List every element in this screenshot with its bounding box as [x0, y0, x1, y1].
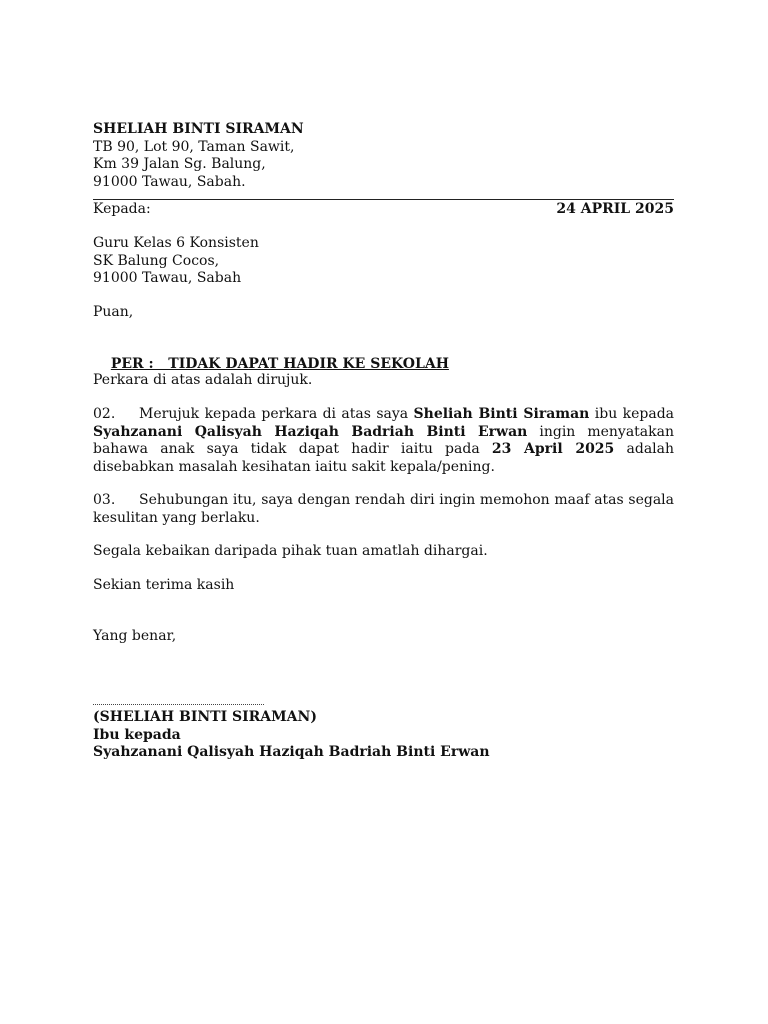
letter-date: 24 APRIL 2025: [556, 201, 674, 217]
header-divider: [93, 199, 674, 200]
recipient-line: 91000 Tawau, Sabah: [93, 270, 242, 286]
closing-thanks: Sekian terima kasih: [93, 577, 235, 593]
paragraph-text: Merujuk kepada perkara di atas saya: [139, 406, 414, 422]
sender-name: SHELIAH BINTI SIRAMAN: [93, 121, 304, 137]
kepada-date-row: [93, 201, 674, 219]
paragraph-text: ibu kepada: [589, 406, 675, 422]
subject-text: PER : TIDAK DAPAT HADIR KE SEKOLAH: [110, 355, 449, 372]
sender-address-line: 91000 Tawau, Sabah.: [93, 173, 246, 190]
salutation: Puan,: [93, 304, 134, 320]
absence-date: 23 April 2025: [491, 441, 615, 457]
closing-appreciation: Segala kebaikan daripada pihak tuan amatlah dihargai.: [93, 543, 488, 559]
intro-paragraph: Perkara di atas adalah dirujuk.: [93, 372, 313, 388]
paragraph-text: Sehubungan itu, saya dengan rendah diri ingin memohon maaf atas segala kesulitan yang berlaku.: [93, 492, 674, 526]
sender-address-line: Km 39 Jalan Sg. Balung,: [93, 156, 266, 172]
kepada-label: Kepada:: [93, 201, 151, 217]
paragraph-number: 02.: [93, 406, 116, 422]
recipient-line: Guru Kelas 6 Konsisten: [93, 235, 259, 251]
paragraph-text: ingin menyatakan bahawa anak saya tidak dapat hadir iaitu pada: [93, 423, 674, 457]
child-name: Syahzanani Qalisyah Haziqah Badriah Binti Erwan: [93, 423, 528, 440]
recipient-line: SK Balung Cocos,: [93, 252, 220, 269]
sender-block: [93, 121, 674, 191]
recipient-block: [93, 235, 674, 288]
parent-name: Sheliah Binti Siraman: [413, 406, 590, 422]
sign-off: Yang benar,: [93, 628, 177, 644]
signature-relation: Ibu kepada: [93, 726, 181, 743]
paragraph-02: [93, 406, 674, 476]
paragraph-number: 03.: [93, 492, 116, 508]
sender-address-line: TB 90, Lot 90, Taman Sawit,: [93, 138, 295, 155]
signature-line: [93, 704, 264, 705]
signature-child: Syahzanani Qalisyah Haziqah Badriah Binti Erwan: [93, 744, 490, 760]
signature-block: [93, 709, 674, 762]
paragraph-text: adalah disebabkan masalah kesihatan iaitu sakit kepala/pening.: [93, 441, 675, 475]
signature-name: (SHELIAH BINTI SIRAMAN): [93, 709, 317, 725]
paragraph-03: [93, 492, 674, 527]
